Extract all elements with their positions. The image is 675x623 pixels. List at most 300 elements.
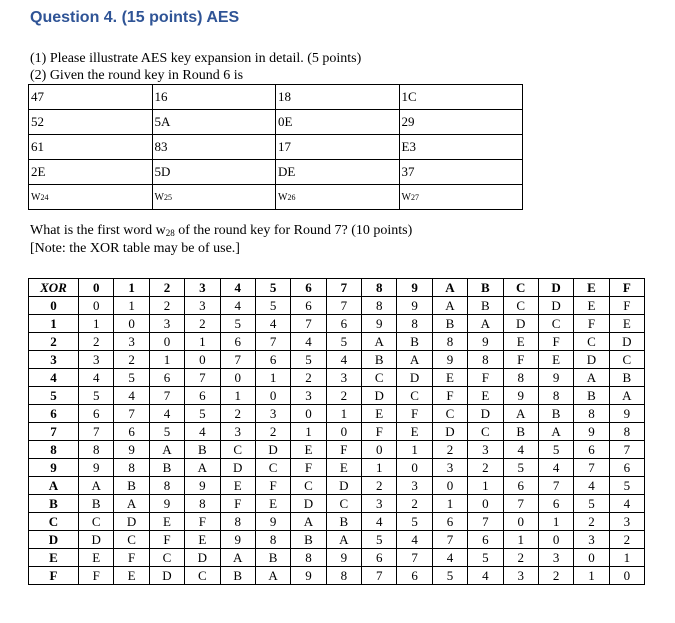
- xor-cell: C: [185, 567, 220, 585]
- xor-row-header: 6: [29, 405, 79, 423]
- xor-col-header: 7: [326, 279, 361, 297]
- xor-cell: D: [326, 477, 361, 495]
- page-title: Question 4. (15 points) AES: [30, 9, 240, 26]
- xor-cell: 1: [79, 315, 114, 333]
- xor-cell: 0: [609, 567, 644, 585]
- xor-row-header: A: [29, 477, 79, 495]
- round-key-row: [29, 135, 523, 160]
- xor-row: [29, 477, 645, 495]
- xor-header-row: [29, 279, 645, 297]
- xor-cell: C: [79, 513, 114, 531]
- xor-cell: 8: [114, 459, 149, 477]
- xor-cell: 6: [79, 405, 114, 423]
- word-label-cell: W26: [276, 185, 400, 210]
- xor-cell: 8: [503, 369, 538, 387]
- xor-cell: 7: [609, 441, 644, 459]
- xor-cell: 8: [538, 387, 573, 405]
- xor-cell: A: [468, 315, 503, 333]
- xor-cell: 9: [149, 495, 184, 513]
- question-part-1: (1) Please illustrate AES key expansion in detail. (5 points): [30, 51, 362, 66]
- xor-cell: 5: [432, 567, 467, 585]
- xor-cell: 7: [114, 405, 149, 423]
- xor-cell: 2: [362, 477, 397, 495]
- xor-cell: F: [114, 549, 149, 567]
- xor-cell: A: [538, 423, 573, 441]
- xor-cell: 5: [574, 495, 609, 513]
- xor-cell: C: [255, 459, 290, 477]
- xor-col-header: 6: [291, 279, 326, 297]
- xor-row-header: C: [29, 513, 79, 531]
- xor-cell: 6: [538, 495, 573, 513]
- xor-cell: 9: [291, 567, 326, 585]
- xor-cell: F: [609, 297, 644, 315]
- xor-cell: E: [79, 549, 114, 567]
- xor-cell: 6: [149, 369, 184, 387]
- xor-row-header: 1: [29, 315, 79, 333]
- xor-cell: 3: [362, 495, 397, 513]
- xor-cell: 7: [79, 423, 114, 441]
- xor-row-header: 3: [29, 351, 79, 369]
- xor-cell: A: [185, 459, 220, 477]
- xor-cell: 2: [432, 441, 467, 459]
- xor-note: [Note: the XOR table may be of use.]: [30, 241, 240, 256]
- xor-cell: 5: [291, 351, 326, 369]
- xor-cell: 9: [220, 531, 255, 549]
- xor-cell: 2: [185, 315, 220, 333]
- xor-cell: 2: [538, 567, 573, 585]
- xor-cell: E: [255, 495, 290, 513]
- xor-row-header: 2: [29, 333, 79, 351]
- xor-cell: A: [149, 441, 184, 459]
- xor-cell: B: [220, 567, 255, 585]
- xor-cell: A: [574, 369, 609, 387]
- round-key-cell: 18: [276, 85, 400, 110]
- xor-cell: 0: [574, 549, 609, 567]
- xor-row: [29, 495, 645, 513]
- xor-cell: 4: [538, 459, 573, 477]
- xor-cell: 4: [220, 297, 255, 315]
- xor-cell: F: [79, 567, 114, 585]
- xor-cell: 2: [574, 513, 609, 531]
- xor-cell: 5: [255, 297, 290, 315]
- xor-cell: 9: [432, 351, 467, 369]
- xor-cell: 7: [326, 297, 361, 315]
- xor-row-header: 4: [29, 369, 79, 387]
- xor-cell: C: [220, 441, 255, 459]
- xor-cell: F: [397, 405, 432, 423]
- xor-cell: C: [326, 495, 361, 513]
- xor-col-header: B: [468, 279, 503, 297]
- xor-cell: 4: [326, 351, 361, 369]
- xor-cell: 0: [538, 531, 573, 549]
- xor-cell: B: [326, 513, 361, 531]
- xor-cell: A: [609, 387, 644, 405]
- xor-cell: 2: [397, 495, 432, 513]
- xor-cell: D: [397, 369, 432, 387]
- xor-cell: 0: [362, 441, 397, 459]
- xor-cell: 2: [114, 351, 149, 369]
- round-key-row: [29, 160, 523, 185]
- xor-cell: C: [291, 477, 326, 495]
- xor-cell: 0: [291, 405, 326, 423]
- xor-corner: XOR: [29, 279, 79, 297]
- xor-row-header: F: [29, 567, 79, 585]
- word-label-cell: W25: [152, 185, 276, 210]
- xor-cell: 3: [149, 315, 184, 333]
- round-key-cell: 16: [152, 85, 276, 110]
- xor-cell: B: [609, 369, 644, 387]
- xor-cell: 6: [468, 531, 503, 549]
- xor-cell: E: [468, 387, 503, 405]
- xor-cell: F: [220, 495, 255, 513]
- xor-cell: 9: [362, 315, 397, 333]
- xor-row-header: D: [29, 531, 79, 549]
- xor-cell: 5: [538, 441, 573, 459]
- xor-row: [29, 567, 645, 585]
- xor-cell: B: [538, 405, 573, 423]
- xor-cell: 5: [79, 387, 114, 405]
- xor-cell: D: [609, 333, 644, 351]
- round-key-table: [28, 84, 523, 210]
- xor-cell: B: [397, 333, 432, 351]
- xor-cell: 0: [397, 459, 432, 477]
- xor-cell: 6: [291, 297, 326, 315]
- xor-cell: 8: [397, 315, 432, 333]
- xor-cell: 7: [503, 495, 538, 513]
- xor-cell: E: [326, 459, 361, 477]
- xor-cell: 4: [362, 513, 397, 531]
- xor-row: [29, 423, 645, 441]
- round-key-cell: 2E: [29, 160, 153, 185]
- xor-cell: B: [149, 459, 184, 477]
- xor-cell: 4: [574, 477, 609, 495]
- round-key-cell: DE: [276, 160, 400, 185]
- xor-cell: 9: [468, 333, 503, 351]
- xor-cell: 7: [468, 513, 503, 531]
- xor-cell: 1: [326, 405, 361, 423]
- xor-row: [29, 549, 645, 567]
- round-key-cell: 5A: [152, 110, 276, 135]
- xor-cell: 0: [79, 297, 114, 315]
- xor-cell: B: [185, 441, 220, 459]
- xor-cell: D: [114, 513, 149, 531]
- xor-cell: 5: [468, 549, 503, 567]
- xor-cell: 3: [291, 387, 326, 405]
- xor-cell: 5: [149, 423, 184, 441]
- xor-cell: 3: [468, 441, 503, 459]
- xor-cell: 7: [362, 567, 397, 585]
- xor-col-header: C: [503, 279, 538, 297]
- round-key-cell: 61: [29, 135, 153, 160]
- xor-cell: 8: [362, 297, 397, 315]
- xor-cell: 8: [79, 441, 114, 459]
- xor-cell: 6: [185, 387, 220, 405]
- xor-cell: 5: [114, 369, 149, 387]
- xor-cell: 0: [149, 333, 184, 351]
- xor-cell: 0: [468, 495, 503, 513]
- xor-cell: B: [255, 549, 290, 567]
- xor-cell: E: [362, 405, 397, 423]
- xor-cell: 1: [432, 495, 467, 513]
- xor-cell: 4: [397, 531, 432, 549]
- xor-cell: C: [503, 297, 538, 315]
- xor-cell: 4: [114, 387, 149, 405]
- xor-cell: C: [538, 315, 573, 333]
- xor-cell: 9: [255, 513, 290, 531]
- xor-row-header: 0: [29, 297, 79, 315]
- xor-cell: A: [503, 405, 538, 423]
- xor-cell: 3: [538, 549, 573, 567]
- xor-cell: 6: [397, 567, 432, 585]
- xor-col-header: E: [574, 279, 609, 297]
- xor-cell: A: [291, 513, 326, 531]
- xor-cell: 9: [326, 549, 361, 567]
- xor-cell: 2: [291, 369, 326, 387]
- xor-cell: D: [574, 351, 609, 369]
- xor-cell: E: [503, 333, 538, 351]
- xor-col-header: 5: [255, 279, 290, 297]
- xor-cell: 6: [432, 513, 467, 531]
- xor-cell: 5: [503, 459, 538, 477]
- xor-cell: 6: [220, 333, 255, 351]
- xor-row: [29, 351, 645, 369]
- xor-cell: A: [326, 531, 361, 549]
- xor-row: [29, 333, 645, 351]
- xor-cell: 8: [609, 423, 644, 441]
- xor-cell: A: [114, 495, 149, 513]
- xor-cell: 1: [114, 297, 149, 315]
- xor-cell: 9: [538, 369, 573, 387]
- xor-cell: 0: [220, 369, 255, 387]
- xor-cell: E: [609, 315, 644, 333]
- xor-col-header: D: [538, 279, 573, 297]
- xor-cell: C: [468, 423, 503, 441]
- xor-cell: 1: [220, 387, 255, 405]
- xor-cell: 1: [291, 423, 326, 441]
- xor-row-header: B: [29, 495, 79, 513]
- xor-cell: 7: [149, 387, 184, 405]
- xor-cell: 1: [503, 531, 538, 549]
- xor-cell: 7: [538, 477, 573, 495]
- xor-cell: 2: [503, 549, 538, 567]
- word-label-row: [29, 185, 523, 210]
- xor-cell: 5: [185, 405, 220, 423]
- xor-cell: 0: [255, 387, 290, 405]
- xor-cell: F: [538, 333, 573, 351]
- xor-cell: 7: [432, 531, 467, 549]
- xor-cell: F: [574, 315, 609, 333]
- round-key-cell: 17: [276, 135, 400, 160]
- xor-cell: D: [291, 495, 326, 513]
- xor-cell: B: [79, 495, 114, 513]
- xor-cell: 1: [538, 513, 573, 531]
- xor-cell: A: [79, 477, 114, 495]
- xor-cell: E: [397, 423, 432, 441]
- xor-cell: 2: [79, 333, 114, 351]
- xor-cell: 9: [397, 297, 432, 315]
- xor-cell: 5: [326, 333, 361, 351]
- xor-cell: 9: [79, 459, 114, 477]
- xor-cell: 3: [574, 531, 609, 549]
- xor-cell: 1: [397, 441, 432, 459]
- xor-cell: C: [362, 369, 397, 387]
- xor-cell: C: [397, 387, 432, 405]
- xor-row: [29, 405, 645, 423]
- xor-cell: 4: [291, 333, 326, 351]
- xor-cell: 9: [185, 477, 220, 495]
- xor-cell: 2: [149, 297, 184, 315]
- xor-cell: 3: [220, 423, 255, 441]
- xor-cell: 9: [114, 441, 149, 459]
- xor-cell: 5: [362, 531, 397, 549]
- xor-cell: E: [185, 531, 220, 549]
- xor-cell: 8: [326, 567, 361, 585]
- xor-cell: D: [503, 315, 538, 333]
- xor-cell: 3: [503, 567, 538, 585]
- xor-cell: D: [255, 441, 290, 459]
- round-key-cell: 37: [399, 160, 523, 185]
- xor-cell: C: [114, 531, 149, 549]
- xor-cell: D: [362, 387, 397, 405]
- xor-row-header: 9: [29, 459, 79, 477]
- xor-row: [29, 297, 645, 315]
- xor-cell: 4: [79, 369, 114, 387]
- xor-col-header: 4: [220, 279, 255, 297]
- xor-col-header: 1: [114, 279, 149, 297]
- xor-cell: 4: [185, 423, 220, 441]
- xor-cell: 0: [185, 351, 220, 369]
- xor-cell: B: [574, 387, 609, 405]
- xor-cell: 5: [397, 513, 432, 531]
- xor-cell: 6: [326, 315, 361, 333]
- xor-row: [29, 459, 645, 477]
- xor-cell: 7: [397, 549, 432, 567]
- xor-cell: C: [149, 549, 184, 567]
- xor-cell: 4: [609, 495, 644, 513]
- xor-cell: D: [149, 567, 184, 585]
- xor-cell: 4: [432, 549, 467, 567]
- xor-cell: 2: [326, 387, 361, 405]
- xor-cell: F: [149, 531, 184, 549]
- xor-cell: 3: [432, 459, 467, 477]
- xor-row-header: 8: [29, 441, 79, 459]
- xor-col-header: 3: [185, 279, 220, 297]
- xor-row: [29, 441, 645, 459]
- xor-cell: D: [79, 531, 114, 549]
- xor-cell: 9: [574, 423, 609, 441]
- xor-cell: 5: [609, 477, 644, 495]
- question-part-2: (2) Given the round key in Round 6 is: [30, 68, 244, 83]
- xor-cell: F: [255, 477, 290, 495]
- xor-cell: 0: [503, 513, 538, 531]
- xor-col-header: 8: [362, 279, 397, 297]
- xor-cell: E: [538, 351, 573, 369]
- xor-cell: 7: [220, 351, 255, 369]
- xor-col-header: A: [432, 279, 467, 297]
- xor-cell: 2: [220, 405, 255, 423]
- round-key-cell: 29: [399, 110, 523, 135]
- xor-cell: 9: [609, 405, 644, 423]
- xor-cell: 0: [326, 423, 361, 441]
- xor-row-header: E: [29, 549, 79, 567]
- xor-row: [29, 315, 645, 333]
- xor-cell: E: [149, 513, 184, 531]
- xor-col-header: F: [609, 279, 644, 297]
- xor-cell: 3: [114, 333, 149, 351]
- xor-cell: F: [432, 387, 467, 405]
- xor-cell: A: [397, 351, 432, 369]
- xor-cell: 8: [149, 477, 184, 495]
- xor-cell: 2: [609, 531, 644, 549]
- xor-row-header: 7: [29, 423, 79, 441]
- xor-cell: 1: [609, 549, 644, 567]
- xor-cell: B: [362, 351, 397, 369]
- round-key-row: [29, 110, 523, 135]
- xor-cell: 4: [149, 405, 184, 423]
- round7-question: What is the first word $w_{28}$ of the round key for Round 7? (10 points): [30, 223, 413, 238]
- xor-col-header: 0: [79, 279, 114, 297]
- xor-cell: 8: [255, 531, 290, 549]
- xor-cell: 3: [397, 477, 432, 495]
- word-label-cell: W27: [399, 185, 523, 210]
- xor-cell: 8: [185, 495, 220, 513]
- xor-cell: 8: [220, 513, 255, 531]
- xor-cell: B: [432, 315, 467, 333]
- xor-cell: B: [291, 531, 326, 549]
- xor-cell: E: [220, 477, 255, 495]
- xor-row-header: 5: [29, 387, 79, 405]
- xor-cell: 1: [362, 459, 397, 477]
- round-key-cell: E3: [399, 135, 523, 160]
- xor-row: [29, 531, 645, 549]
- xor-cell: 3: [79, 351, 114, 369]
- xor-cell: 0: [432, 477, 467, 495]
- xor-cell: 6: [574, 441, 609, 459]
- xor-cell: 6: [609, 459, 644, 477]
- xor-cell: E: [114, 567, 149, 585]
- xor-cell: E: [291, 441, 326, 459]
- round-key-cell: 1C: [399, 85, 523, 110]
- xor-cell: 3: [185, 297, 220, 315]
- xor-cell: F: [503, 351, 538, 369]
- xor-cell: B: [114, 477, 149, 495]
- xor-cell: 3: [609, 513, 644, 531]
- xor-cell: 7: [574, 459, 609, 477]
- xor-cell: 1: [468, 477, 503, 495]
- xor-cell: C: [432, 405, 467, 423]
- round-key-row: [29, 85, 523, 110]
- xor-cell: F: [468, 369, 503, 387]
- xor-cell: 5: [220, 315, 255, 333]
- xor-cell: 1: [149, 351, 184, 369]
- xor-cell: F: [362, 423, 397, 441]
- xor-cell: 7: [185, 369, 220, 387]
- xor-cell: 3: [255, 405, 290, 423]
- xor-cell: 6: [362, 549, 397, 567]
- round-key-cell: 52: [29, 110, 153, 135]
- xor-cell: 8: [574, 405, 609, 423]
- xor-cell: 8: [291, 549, 326, 567]
- xor-cell: 4: [503, 441, 538, 459]
- xor-cell: F: [326, 441, 361, 459]
- xor-cell: D: [468, 405, 503, 423]
- xor-cell: A: [255, 567, 290, 585]
- xor-cell: 0: [114, 315, 149, 333]
- xor-cell: 4: [255, 315, 290, 333]
- xor-cell: C: [574, 333, 609, 351]
- xor-row: [29, 369, 645, 387]
- xor-cell: 1: [255, 369, 290, 387]
